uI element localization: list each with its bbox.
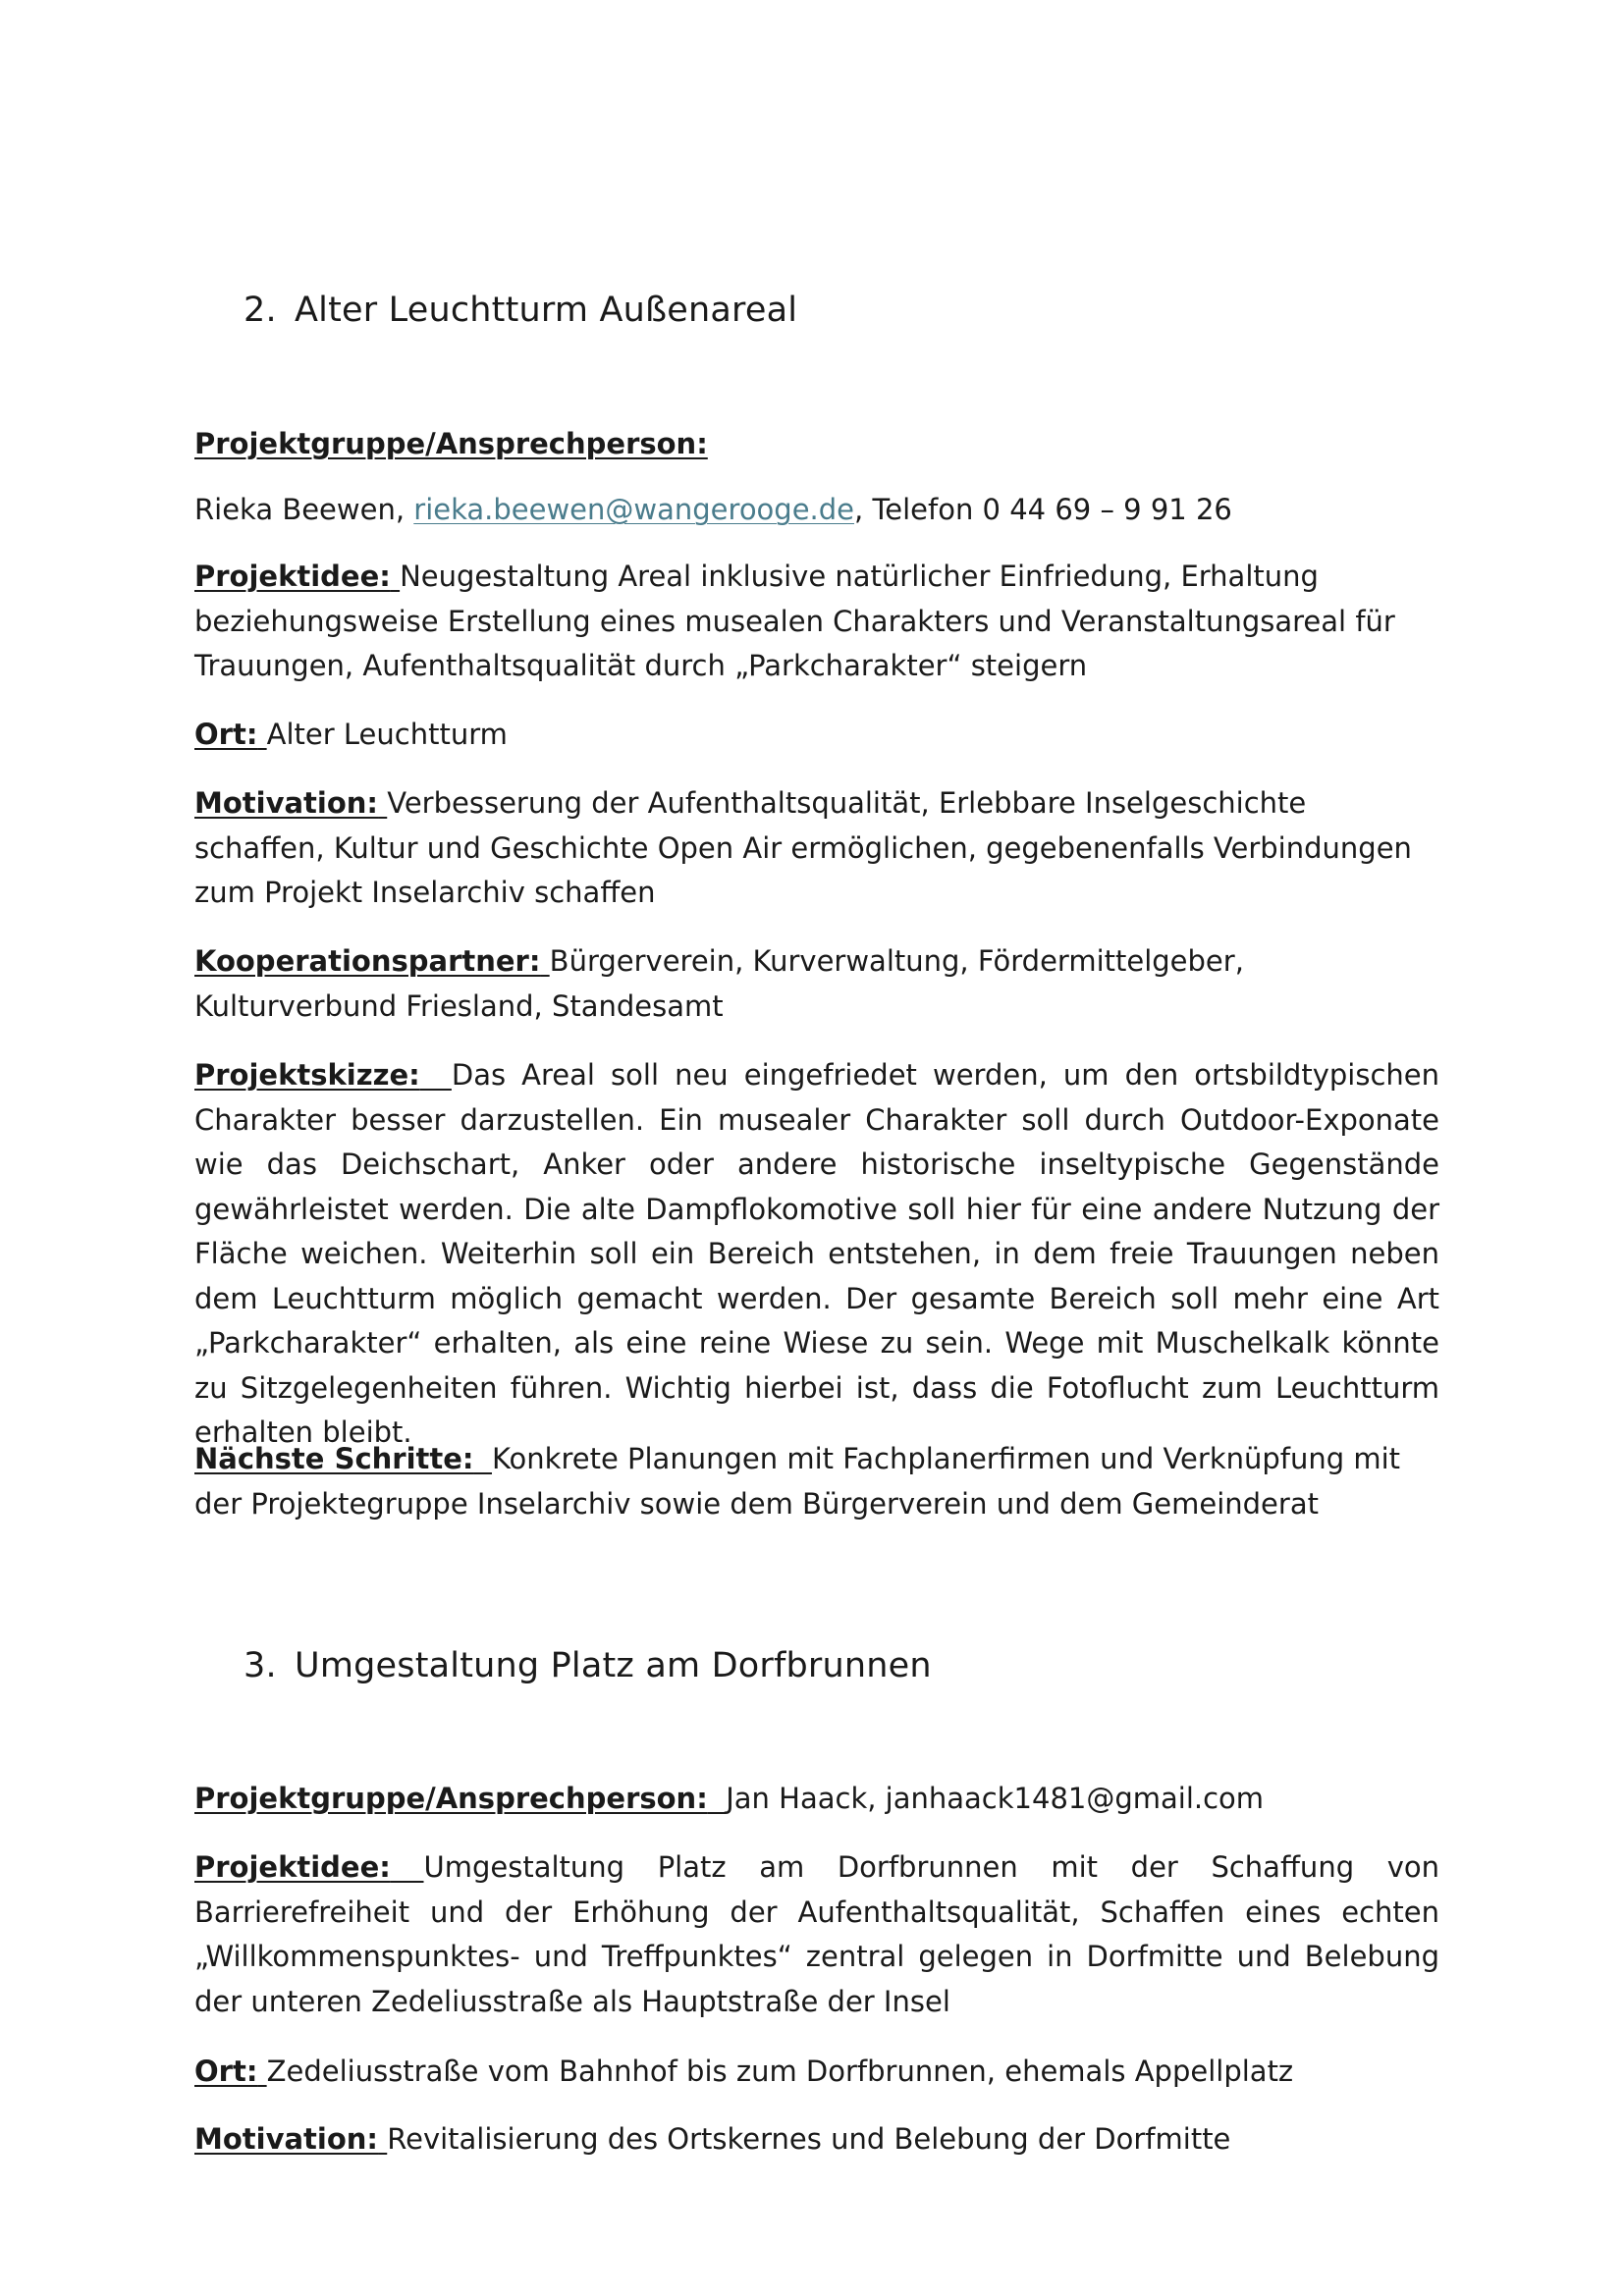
motivation-label: Motivation: — [194, 2122, 379, 2156]
contact-label: Projektgruppe/Ansprechperson: — [194, 427, 708, 460]
ort-text: Alter Leuchtturm — [266, 718, 508, 751]
motivation-paragraph-3 — [194, 2117, 1439, 2163]
projektidee-paragraph — [194, 555, 1439, 689]
projektskizze-paragraph — [194, 1053, 1439, 1456]
contact-text: Jan Haack, janhaack1481@gmail.com — [726, 1782, 1265, 1815]
ort-label: Ort: — [194, 718, 258, 751]
projektskizze-label: Projektskizze: — [194, 1058, 420, 1092]
projektidee-text: Neugestaltung Areal inklusive natürlicher Einfriedung, Erhaltung beziehungsweise Erstellung eines musealen Charakters und Veranstaltungsareal für Trauungen, Aufenthaltsqualität durch „Parkcharakter“ steigern — [194, 560, 1395, 682]
projektskizze-text: Das Areal soll neu eingefriedet werden, um den ortsbildtypischen Charakter besser darzustellen. Ein musealer Charakter soll durch Outdoor-Exponate wie das Deichschart, Anker oder andere historische inseltypische Gegenstände gewährleistet werden. Die alte Dampflokomotive soll hier für eine andere Nutzung der Fläche weichen. Weiterhin soll ein Bereich entstehen, in dem freie Trauungen neben dem Leuchtturm möglich gemacht werden. Der gesamte Bereich soll mehr eine Art „Parkcharakter“ erhalten, als eine reine Wiese zu sein. Wege mit Muschelkalk könnte zu Sitzgelegenheiten führen. Wichtig hierbei ist, dass die Fotoflucht zum Leuchtturm erhalten bleibt. — [194, 1058, 1439, 1449]
contact-line-3 — [194, 1777, 1439, 1822]
kooperationspartner-paragraph — [194, 939, 1439, 1029]
ort-label: Ort: — [194, 2055, 258, 2088]
ort-paragraph — [194, 713, 1439, 758]
naechste-schritte-label: Nächste Schritte: — [194, 1442, 474, 1475]
section-number: 3. — [244, 1646, 277, 1685]
kooperationspartner-text: Bürgerverein, Kurverwaltung, Fördermittelgeber, Kulturverbund Friesland, Standesamt — [194, 944, 1244, 1023]
contact-name: Rieka Beewen, — [194, 493, 414, 526]
section-number: 2. — [244, 291, 277, 330]
motivation-text: Verbesserung der Aufenthaltsqualität, Erlebbare Inselgeschichte schaffen, Kultur und Geschichte Open Air ermöglichen, gegebenenfalls Verbindungen zum Projekt Inselarchiv schaffen — [194, 786, 1412, 909]
projektidee-text: Umgestaltung Platz am Dorfbrunnen mit der Schaffung von Barrierefreiheit und der Erhöhung der Aufenthaltsqualität, Schaffen eines echten „Willkommenspunktes- und Treffpunktes“ zentral gelegen in Dorfmitte und Belebung der unteren Zedeliusstraße als Hauptstraße der Insel — [194, 1850, 1440, 2018]
contact-heading — [194, 422, 1439, 467]
motivation-text: Revitalisierung des Ortskernes und Belebung der Dorfmitte — [387, 2122, 1231, 2156]
contact-phone: , Telefon 0 44 69 – 9 91 26 — [854, 493, 1232, 526]
ort-paragraph-3 — [194, 2050, 1439, 2095]
naechste-schritte-paragraph — [194, 1437, 1439, 1526]
section-heading-3 — [244, 1646, 932, 1685]
projektidee-label: Projektidee: — [194, 560, 391, 593]
section-heading-2 — [244, 291, 797, 330]
naechste-schritte-text: Konkrete Planungen mit Fachplanerfirmen und Verknüpfung mit der Projektegruppe Inselarchiv sowie dem Bürgerverein und dem Gemeinderat — [194, 1442, 1401, 1521]
ort-text: Zedeliusstraße vom Bahnhof bis zum Dorfbrunnen, ehemals Appellplatz — [266, 2055, 1294, 2088]
projektidee-paragraph-3 — [194, 1845, 1439, 2024]
section-title: Alter Leuchtturm Außenareal — [295, 291, 798, 330]
kooperationspartner-label: Kooperationspartner: — [194, 944, 541, 978]
projektidee-label: Projektidee: — [194, 1850, 391, 1884]
motivation-label: Motivation: — [194, 786, 379, 820]
section-title: Umgestaltung Platz am Dorfbrunnen — [295, 1646, 932, 1685]
contact-line — [194, 488, 1439, 533]
contact-label: Projektgruppe/Ansprechperson: — [194, 1782, 708, 1815]
motivation-paragraph — [194, 781, 1439, 916]
email-link[interactable]: rieka.beewen@wangerooge.de — [413, 493, 855, 526]
